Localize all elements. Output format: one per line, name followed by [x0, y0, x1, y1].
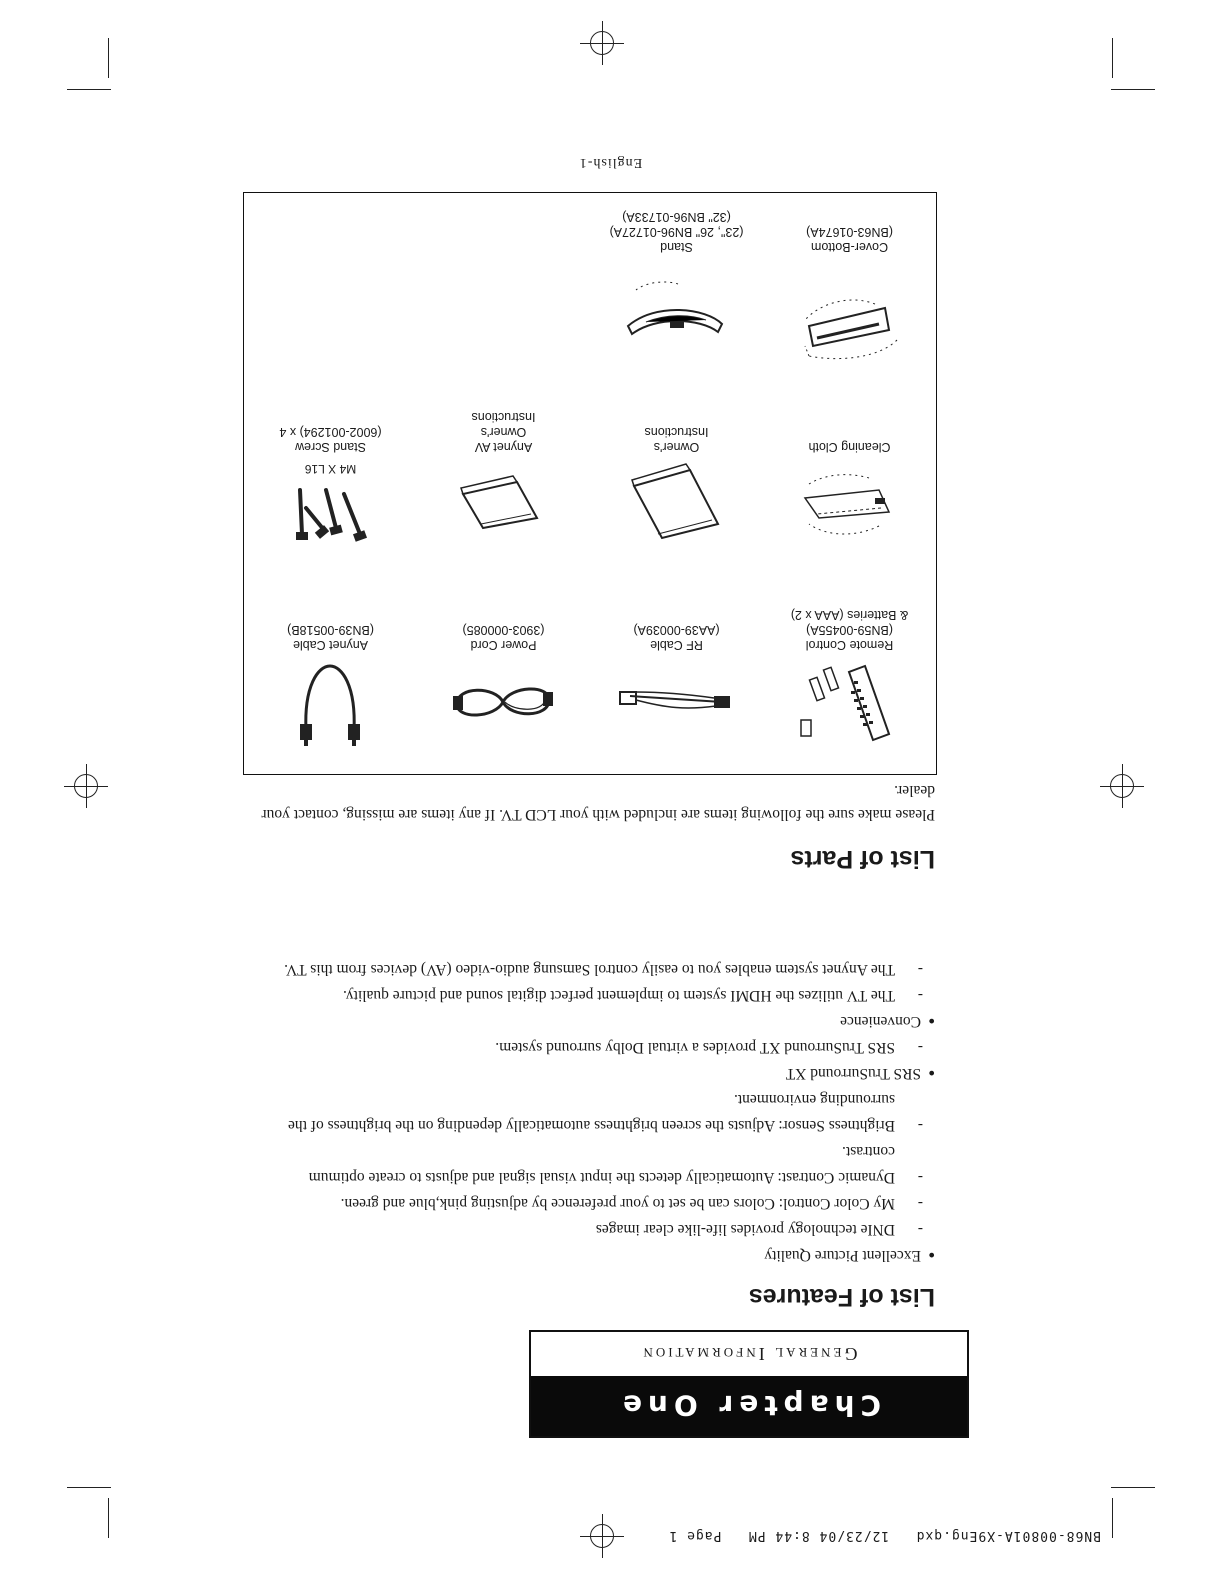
- crop-mark: [67, 1487, 111, 1488]
- part-label-line: (32" BN96-01733A): [622, 210, 731, 224]
- cleaning-cloth-icon: [790, 460, 910, 548]
- anynet-cable-icon: [271, 658, 391, 746]
- part-label-line: Owner's: [653, 440, 700, 454]
- print-slug: BN68-00801A-X9Eng.qxd 12/23/04 8:44 PM Page 1: [668, 1528, 1101, 1543]
- feature-group-label: ● Excellent Picture Quality: [255, 1242, 935, 1268]
- part-label: [472, 409, 536, 454]
- parts-heading: List of Parts: [790, 845, 935, 873]
- part-stand-screw: [244, 424, 417, 548]
- registration-mark: [64, 764, 108, 808]
- feature-item: - The TV utilizes the HDMI system to implement perfect digital sound and picture quality.: [255, 982, 935, 1008]
- chapter-subtitle: General Information: [640, 1344, 858, 1365]
- crop-mark: [67, 89, 111, 90]
- part-label: [633, 622, 719, 652]
- part-label: [279, 424, 381, 454]
- remote-control-icon: [790, 658, 910, 746]
- feature-group-label: ● SRS TruSurround XT: [255, 1060, 935, 1086]
- part-label: [463, 622, 545, 652]
- cover-bottom-icon: [790, 260, 910, 370]
- crop-mark: [108, 38, 109, 78]
- feature-item: - Dynamic Contrast: Automatically detects the input visual signal and adjusts to create optimum contrast.: [255, 1138, 935, 1190]
- part-cleaning-cloth: [763, 439, 936, 548]
- screw-size: M4 X L16: [304, 462, 357, 476]
- part-label: [809, 439, 891, 454]
- part-cover-bottom: [763, 224, 936, 370]
- registration-mark: [580, 21, 624, 65]
- registration-mark: [1100, 764, 1144, 808]
- part-label: [610, 209, 744, 254]
- part-remote-control: [763, 607, 936, 746]
- feature-item: - Brightness Sensor: Adjusts the screen brightness automatically depending on the brightness of the surrounding environment.: [255, 1086, 935, 1138]
- part-power-cord: [417, 622, 590, 746]
- features-heading: List of Features: [748, 1283, 935, 1311]
- feature-item: - My Color Control: Colors can be set to your preference by adjusting pink,blue and green.: [255, 1190, 935, 1216]
- part-label-line: (AA39-00039A): [633, 623, 720, 637]
- stand-screw-icon: [271, 476, 391, 548]
- parts-intro: Please make sure the following items are included with your LCD TV. If any items are missing, contact your dealer.: [261, 782, 935, 823]
- part-label: [791, 607, 908, 652]
- feature-item: - DNIe technology provides life-like clear images: [255, 1216, 935, 1242]
- part-label-line: Owner's: [480, 425, 527, 439]
- crop-mark: [1112, 38, 1113, 78]
- part-label-line: Instructions: [471, 410, 536, 424]
- part-label-line: Cleaning Cloth: [808, 440, 891, 454]
- anynet-manual-icon: [444, 460, 564, 548]
- part-label-line: & Batteries (AAA x 2): [790, 608, 909, 622]
- part-label-line: (BN63-01674A): [806, 225, 893, 239]
- part-label-line: Remote Control: [805, 638, 894, 652]
- part-label-line: Stand Screw: [295, 440, 366, 454]
- part-label-line: (23", 26" BN96-01727A): [609, 225, 744, 239]
- part-label: [287, 622, 374, 652]
- part-label-line: (6002-001294) x 4: [279, 425, 382, 439]
- part-anynet-cable: [244, 622, 417, 746]
- part-label-line: RF Cable: [650, 638, 703, 652]
- crop-mark: [1111, 1487, 1155, 1488]
- part-label-line: Instructions: [644, 425, 709, 439]
- part-label-line: (BN59-00455A): [806, 623, 893, 637]
- part-owners-instructions: [590, 424, 763, 548]
- part-label-line: (BN39-00518B): [287, 623, 374, 637]
- registration-mark: [580, 1514, 624, 1558]
- part-label-line: (3903-000085): [462, 623, 545, 637]
- feature-item: - The Anynet system enables you to easily control Samsung audio-video (AV) devices from this TV.: [255, 956, 935, 982]
- part-label-line: Stand: [660, 240, 693, 254]
- crop-mark: [1112, 1498, 1113, 1538]
- part-stand: [590, 209, 763, 370]
- power-cord-icon: [444, 658, 564, 746]
- features-list: [255, 956, 935, 1268]
- owners-manual-icon: [617, 460, 737, 548]
- crop-mark: [1111, 89, 1155, 90]
- parts-table: [243, 192, 937, 775]
- page-number: English-1: [578, 155, 643, 170]
- stand-icon: [617, 260, 737, 370]
- chapter-banner: [529, 1330, 969, 1438]
- part-label-line: Power Cord: [470, 638, 537, 652]
- part-label-line: Cover-Bottom: [810, 240, 889, 254]
- part-anynet-instructions: [417, 409, 590, 548]
- feature-item: - SRS TruSurround XT provides a virtual Dolby surround system.: [255, 1034, 935, 1060]
- part-label-line: Anynet Cable: [292, 638, 369, 652]
- part-rf-cable: [590, 622, 763, 746]
- part-label: [645, 424, 709, 454]
- part-label: [806, 224, 893, 254]
- crop-mark: [108, 1498, 109, 1538]
- chapter-title: Chapter One: [531, 1376, 967, 1436]
- feature-group-label: ● Convenience: [255, 1008, 935, 1034]
- part-label-line: Anynet AV: [474, 440, 533, 454]
- rf-cable-icon: [617, 658, 737, 746]
